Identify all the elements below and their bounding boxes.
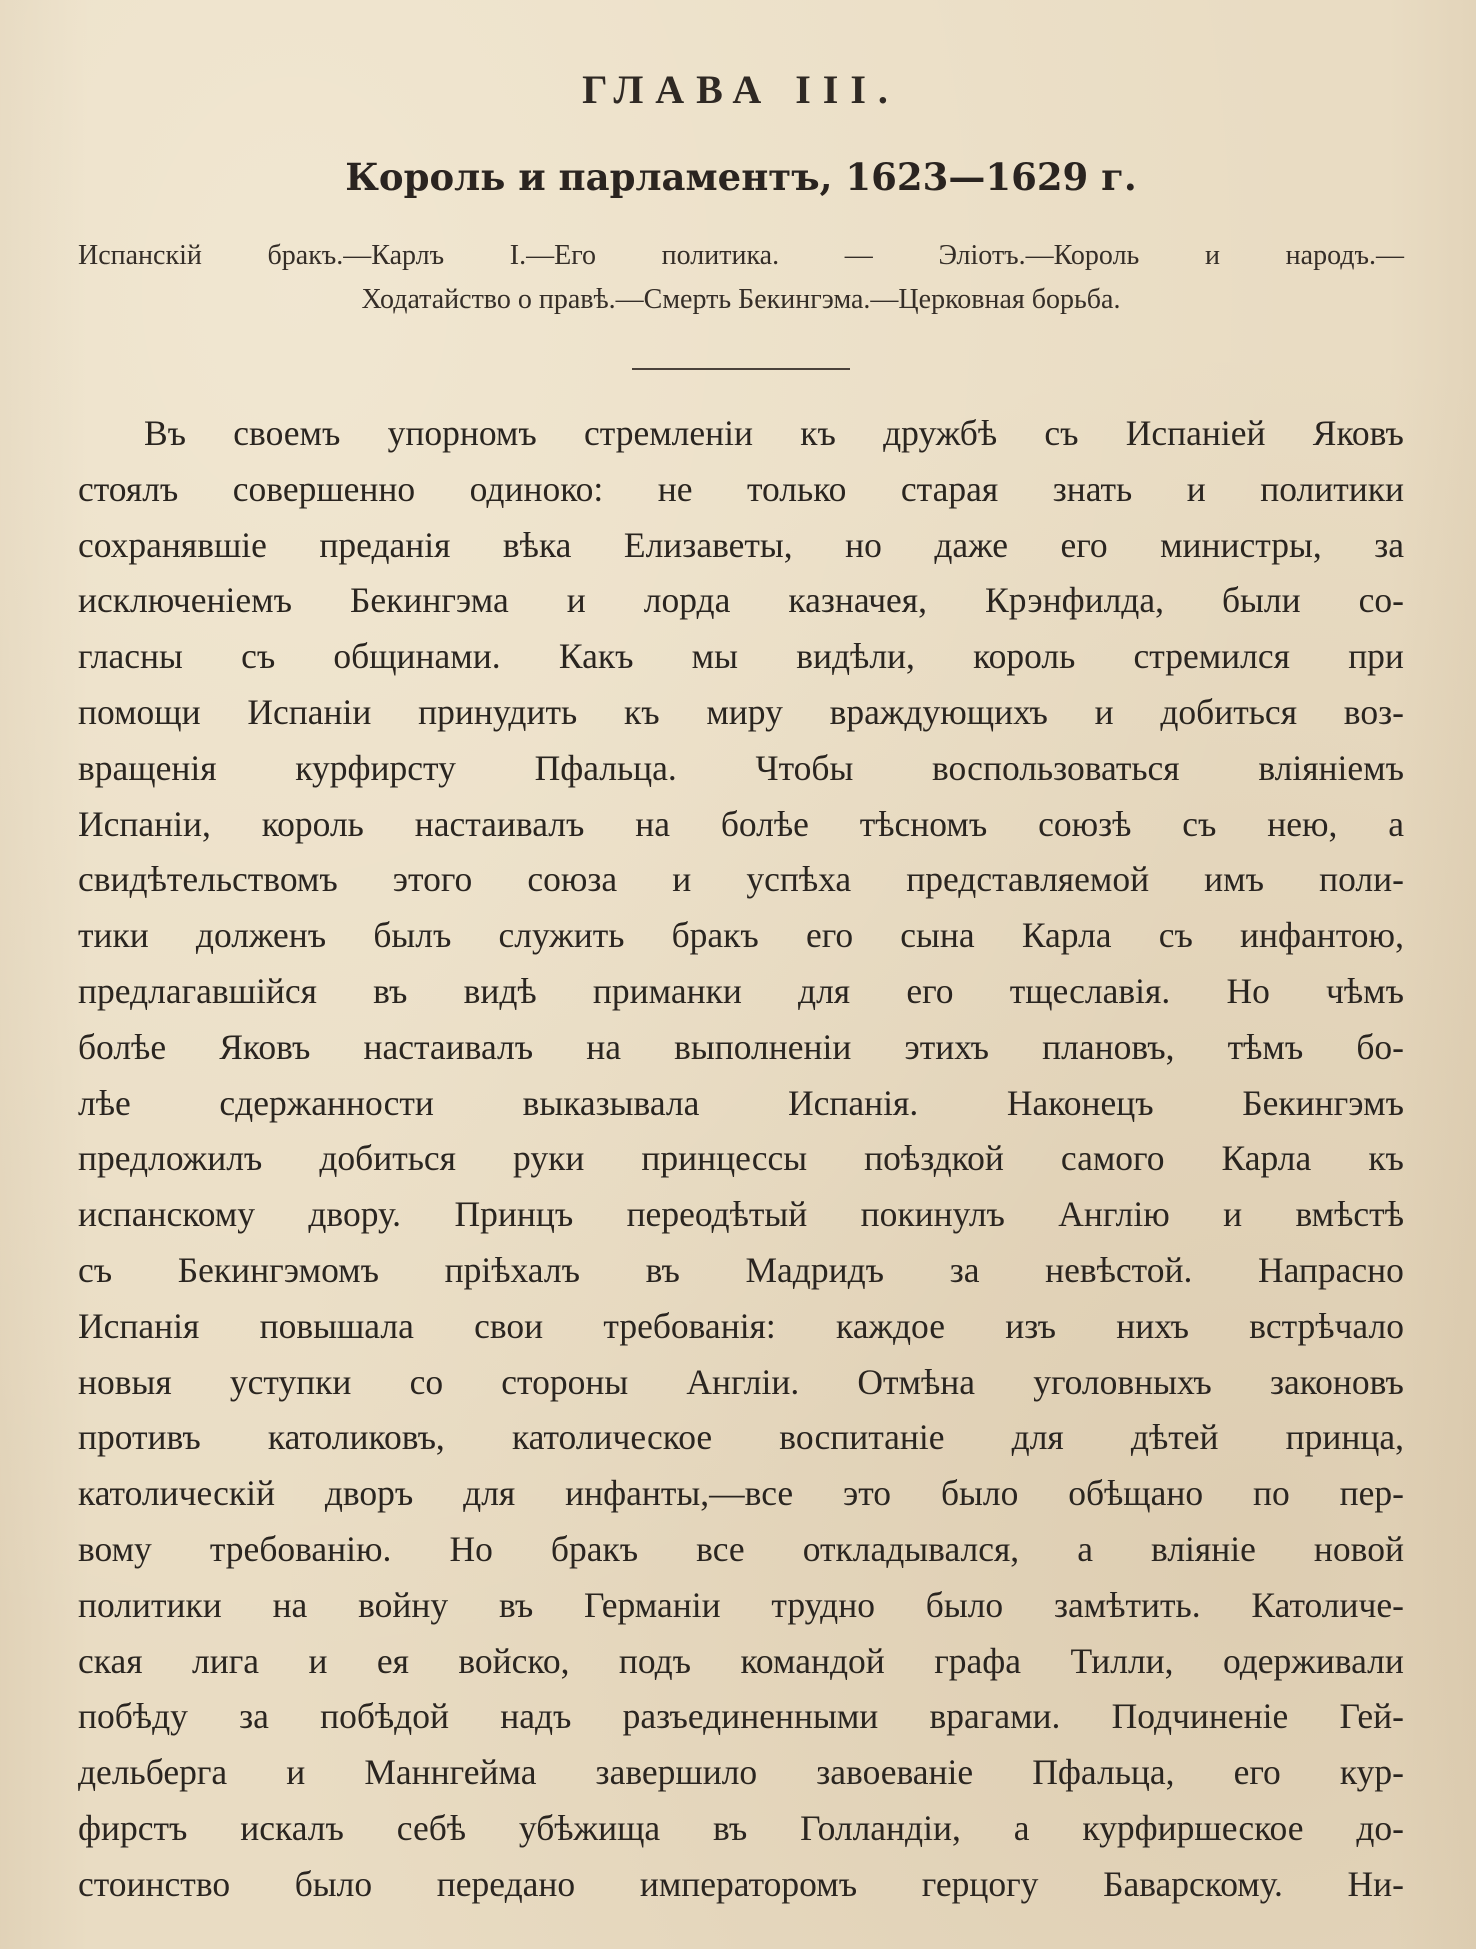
- text-line: новыя уступки со стороны Англіи. Отмѣна уголовныхъ законовъ: [78, 1361, 1404, 1402]
- text-line: вому требованію. Но бракъ все откладывался, а вліяніе новой: [78, 1528, 1404, 1569]
- text-line: предлагавшійся въ видѣ приманки для его тщеславія. Но чѣмъ: [78, 970, 1404, 1011]
- text-line: противъ католиковъ, католическое воспитаніе для дѣтей принца,: [78, 1417, 1404, 1458]
- bleed-through-text: [60, 12, 1360, 262]
- text-line: помощи Испаніи принудить къ миру враждующихъ и добиться воз-: [78, 691, 1404, 732]
- text-line: тики долженъ былъ служить бракъ его сына Карла съ инфантою,: [78, 915, 1404, 956]
- text-line: съ Бекингэмомъ пріѣхалъ въ Мадридъ за невѣстой. Напрасно: [78, 1249, 1404, 1290]
- text-line: Въ своемъ упорномъ стремленіи къ дружбѣ съ Испаніей Яковъ: [144, 413, 1404, 453]
- text-line: предложилъ добиться руки принцессы поѣздкой самого Карла къ: [78, 1138, 1404, 1179]
- text-line: фирстъ искалъ себѣ убѣжища въ Голландіи, а курфиршеское до-: [78, 1807, 1404, 1848]
- chapter-label: ГЛАВА III.: [582, 67, 900, 112]
- summary-line: Ходатайство о правѣ.—Смерть Бекингэма.—Церковная борьба.: [361, 284, 1121, 315]
- text-line: стоинство было передано императоромъ герцогу Баварскому. Ни-: [78, 1863, 1404, 1904]
- chapter-summary: [78, 234, 1404, 322]
- summary-line: Испанскій бракъ.—Карлъ I.—Его политика. — Элiотъ.—Король и народъ.—: [78, 240, 1404, 271]
- text-line: болѣе Яковъ настаивалъ на выполненіи этихъ плановъ, тѣмъ бо-: [78, 1026, 1404, 1067]
- section-divider: [632, 368, 850, 370]
- text-line: политики на войну въ Германіи трудно было замѣтить. Католиче-: [78, 1584, 1404, 1625]
- text-line: вращенія курфирсту Пфальца. Чтобы воспользоваться вліяніемъ: [78, 747, 1404, 788]
- text-line: католическій дворъ для инфанты,—все это было обѣщано по пер-: [78, 1473, 1404, 1514]
- text-line: Испаніи, король настаивалъ на болѣе тѣсномъ союзѣ съ нею, а: [78, 803, 1404, 844]
- text-line: ская лига и ея войско, подъ командой графа Тилли, одерживали: [78, 1640, 1404, 1681]
- text-line: свидѣтельствомъ этого союза и успѣха представляемой имъ поли-: [78, 859, 1404, 900]
- chapter-title: Король и парламентъ, 1623—1629 г.: [345, 155, 1137, 199]
- text-line: лѣе сдержанности выказывала Испанія. Наконецъ Бекингэмъ: [78, 1082, 1404, 1123]
- text-line: гласны съ общинами. Какъ мы видѣли, король стремился при: [78, 636, 1404, 677]
- text-line: сохранявшіе преданія вѣка Елизаветы, но даже его министры, за: [78, 524, 1404, 565]
- text-line: Испанія повышала свои требованія: каждое изъ нихъ встрѣчало: [78, 1305, 1404, 1346]
- body-paragraph: [78, 406, 1404, 1913]
- text-line: дельберга и Маннгейма завершило завоеваніе Пфальца, его кур-: [78, 1752, 1404, 1793]
- text-line: испанскому двору. Принцъ переодѣтый покинулъ Англію и вмѣстѣ: [78, 1194, 1404, 1235]
- text-line: стоялъ совершенно одиноко: не только старая знать и политики: [78, 468, 1404, 509]
- text-line: побѣду за побѣдой надъ разъединенными врагами. Подчиненіе Гей-: [78, 1696, 1404, 1737]
- text-line: исключеніемъ Бекингэма и лорда казначея, Крэнфилда, были со-: [78, 580, 1404, 621]
